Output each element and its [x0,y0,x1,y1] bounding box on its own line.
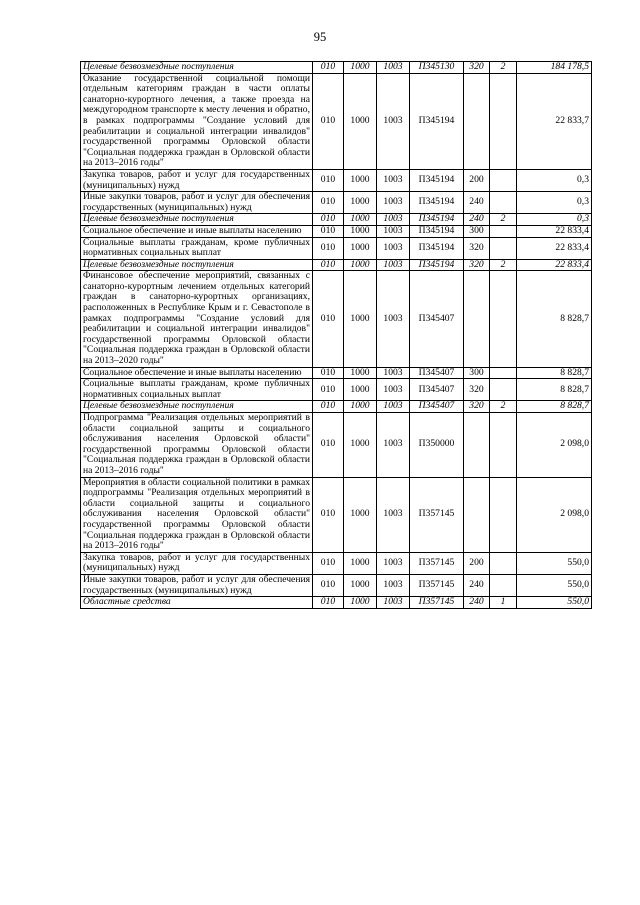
amount: 8 828,7 [517,379,592,401]
target-article-code: П345194 [410,192,464,214]
amount: 2 098,0 [517,413,592,478]
subsection-code: 1003 [377,62,410,74]
ministry-code: 010 [313,413,344,478]
ministry-code: 010 [313,597,344,609]
row-name: Мероприятия в области социальной политики в рамках подпрограммы "Реализация отдельных мероприятий в области социальной защиты и социального обслуживания населения Орловской области" государственной программы Орловской области "Социальная поддержка граждан в Орловской области на 2013–2016 годы" [81,477,313,552]
target-article-code: П345407 [410,271,464,367]
row-name: Целевые безвозмездные поступления [81,401,313,413]
expense-type-code [464,477,490,552]
subsection-code: 1003 [377,574,410,596]
funding-source-code: 2 [490,214,517,226]
funding-source-code [490,169,517,191]
row-name: Целевые безвозмездные поступления [81,62,313,74]
ministry-code: 010 [313,379,344,401]
target-article-code: П345194 [410,237,464,259]
ministry-code: 010 [313,214,344,226]
ministry-code: 010 [313,401,344,413]
target-article-code: П345130 [410,62,464,74]
funding-source-code: 2 [490,62,517,74]
subsection-code: 1003 [377,552,410,574]
subsection-code: 1003 [377,237,410,259]
page-number: 95 [313,30,327,44]
subsection-code: 1003 [377,214,410,226]
table-row [81,225,592,237]
target-article-code: П345194 [410,73,464,169]
table-row [81,169,592,191]
amount: 22 833,4 [517,259,592,271]
budget-table [80,61,592,609]
expense-type-code: 320 [464,401,490,413]
table-row [81,379,592,401]
table-row [81,477,592,552]
funding-source-code [490,73,517,169]
amount: 22 833,4 [517,237,592,259]
section-code: 1000 [344,367,377,379]
ministry-code: 010 [313,225,344,237]
target-article-code: П345194 [410,259,464,271]
section-code: 1000 [344,214,377,226]
table-row [81,271,592,367]
row-name: Целевые безвозмездные поступления [81,214,313,226]
table-row [81,574,592,596]
table-row [81,73,592,169]
section-code: 1000 [344,169,377,191]
row-name: Социальные выплаты гражданам, кроме публичных нормативных социальных выплат [81,379,313,401]
table-row [81,367,592,379]
ministry-code: 010 [313,192,344,214]
amount: 8 828,7 [517,401,592,413]
subsection-code: 1003 [377,401,410,413]
row-name: Иные закупки товаров, работ и услуг для обеспечения государственных (муниципальных) нужд [81,574,313,596]
funding-source-code [490,367,517,379]
table-row [81,214,592,226]
subsection-code: 1003 [377,597,410,609]
section-code: 1000 [344,477,377,552]
section-code: 1000 [344,73,377,169]
expense-type-code: 200 [464,169,490,191]
subsection-code: 1003 [377,192,410,214]
amount: 22 833,4 [517,225,592,237]
section-code: 1000 [344,225,377,237]
amount: 8 828,7 [517,271,592,367]
target-article-code: П357145 [410,574,464,596]
section-code: 1000 [344,574,377,596]
table-row [81,62,592,74]
amount: 550,0 [517,597,592,609]
subsection-code: 1003 [377,73,410,169]
table-row [81,401,592,413]
subsection-code: 1003 [377,169,410,191]
row-name: Подпрограмма "Реализация отдельных мероприятий в области социальной защиты и социального обслуживания населения Орловской области" государственной программы Орловской области "Социальная поддержка граждан в Орловской области на 2013–2016 годы" [81,413,313,478]
subsection-code: 1003 [377,379,410,401]
table-row [81,413,592,478]
row-name: Финансовое обеспечение мероприятий, связанных с санаторно-курортным лечением отдельных категорий граждан в санаторно-курортных организациях, расположенных в Республике Крым и г. Севастополе в рамках подпрограммы "Создание условий для реабилитации и социальной интеграции инвалидов" государственной программы Орловской области "Социальная поддержка граждан в Орловской области на 2013–2020 годы" [81,271,313,367]
section-code: 1000 [344,237,377,259]
expense-type-code: 240 [464,192,490,214]
expense-type-code: 320 [464,237,490,259]
row-name: Социальные выплаты гражданам, кроме публичных нормативных социальных выплат [81,237,313,259]
amount: 22 833,7 [517,73,592,169]
target-article-code: П345407 [410,379,464,401]
row-name: Оказание государственной социальной помощи отдельным категориям граждан в части оплаты санаторно-курортного лечения, а также проезда на междугородном транспорте к месту лечения и обратно, в рамках подпрограммы "Создание условий для реабилитации и социальной интеграции инвалидов" государственной программы Орловской области "Социальная поддержка граждан в Орловской области на 2013–2016 годы" [81,73,313,169]
section-code: 1000 [344,401,377,413]
target-article-code: П357145 [410,477,464,552]
table-row [81,259,592,271]
expense-type-code: 320 [464,379,490,401]
target-article-code: П357145 [410,552,464,574]
ministry-code: 010 [313,169,344,191]
expense-type-code: 240 [464,597,490,609]
ministry-code: 010 [313,574,344,596]
section-code: 1000 [344,597,377,609]
row-name: Закупка товаров, работ и услуг для государственных (муниципальных) нужд [81,169,313,191]
row-name: Закупка товаров, работ и услуг для государственных (муниципальных) нужд [81,552,313,574]
expense-type-code: 240 [464,574,490,596]
expense-type-code: 320 [464,259,490,271]
target-article-code: П345194 [410,225,464,237]
funding-source-code [490,574,517,596]
ministry-code: 010 [313,271,344,367]
subsection-code: 1003 [377,413,410,478]
funding-source-code [490,552,517,574]
target-article-code: П345407 [410,401,464,413]
funding-source-code: 2 [490,259,517,271]
expense-type-code: 300 [464,225,490,237]
section-code: 1000 [344,271,377,367]
funding-source-code [490,237,517,259]
expense-type-code [464,413,490,478]
subsection-code: 1003 [377,271,410,367]
funding-source-code [490,413,517,478]
amount: 0,3 [517,192,592,214]
expense-type-code [464,73,490,169]
expense-type-code: 240 [464,214,490,226]
funding-source-code: 1 [490,597,517,609]
amount: 550,0 [517,552,592,574]
amount: 8 828,7 [517,367,592,379]
ministry-code: 010 [313,367,344,379]
subsection-code: 1003 [377,477,410,552]
amount: 184 178,5 [517,62,592,74]
funding-source-code [490,192,517,214]
subsection-code: 1003 [377,225,410,237]
ministry-code: 010 [313,237,344,259]
section-code: 1000 [344,413,377,478]
amount: 550,0 [517,574,592,596]
funding-source-code [490,477,517,552]
subsection-code: 1003 [377,259,410,271]
ministry-code: 010 [313,73,344,169]
target-article-code: П345194 [410,169,464,191]
ministry-code: 010 [313,552,344,574]
expense-type-code: 300 [464,367,490,379]
table-row [81,237,592,259]
subsection-code: 1003 [377,367,410,379]
section-code: 1000 [344,192,377,214]
target-article-code: П345407 [410,367,464,379]
section-code: 1000 [344,552,377,574]
ministry-code: 010 [313,477,344,552]
amount: 0,3 [517,214,592,226]
row-name: Целевые безвозмездные поступления [81,259,313,271]
funding-source-code: 2 [490,401,517,413]
row-name: Социальное обеспечение и иные выплаты населению [81,225,313,237]
table-row [81,192,592,214]
expense-type-code: 200 [464,552,490,574]
table-row [81,552,592,574]
table-row [81,597,592,609]
target-article-code: П357145 [410,597,464,609]
expense-type-code: 320 [464,62,490,74]
ministry-code: 010 [313,259,344,271]
row-name: Областные средства [81,597,313,609]
section-code: 1000 [344,62,377,74]
funding-source-code [490,225,517,237]
row-name: Иные закупки товаров, работ и услуг для обеспечения государственных (муниципальных) нужд [81,192,313,214]
row-name: Социальное обеспечение и иные выплаты населению [81,367,313,379]
funding-source-code [490,271,517,367]
target-article-code: П345194 [410,214,464,226]
funding-source-code [490,379,517,401]
section-code: 1000 [344,259,377,271]
amount: 0,3 [517,169,592,191]
section-code: 1000 [344,379,377,401]
ministry-code: 010 [313,62,344,74]
amount: 2 098,0 [517,477,592,552]
expense-type-code [464,271,490,367]
target-article-code: П350000 [410,413,464,478]
